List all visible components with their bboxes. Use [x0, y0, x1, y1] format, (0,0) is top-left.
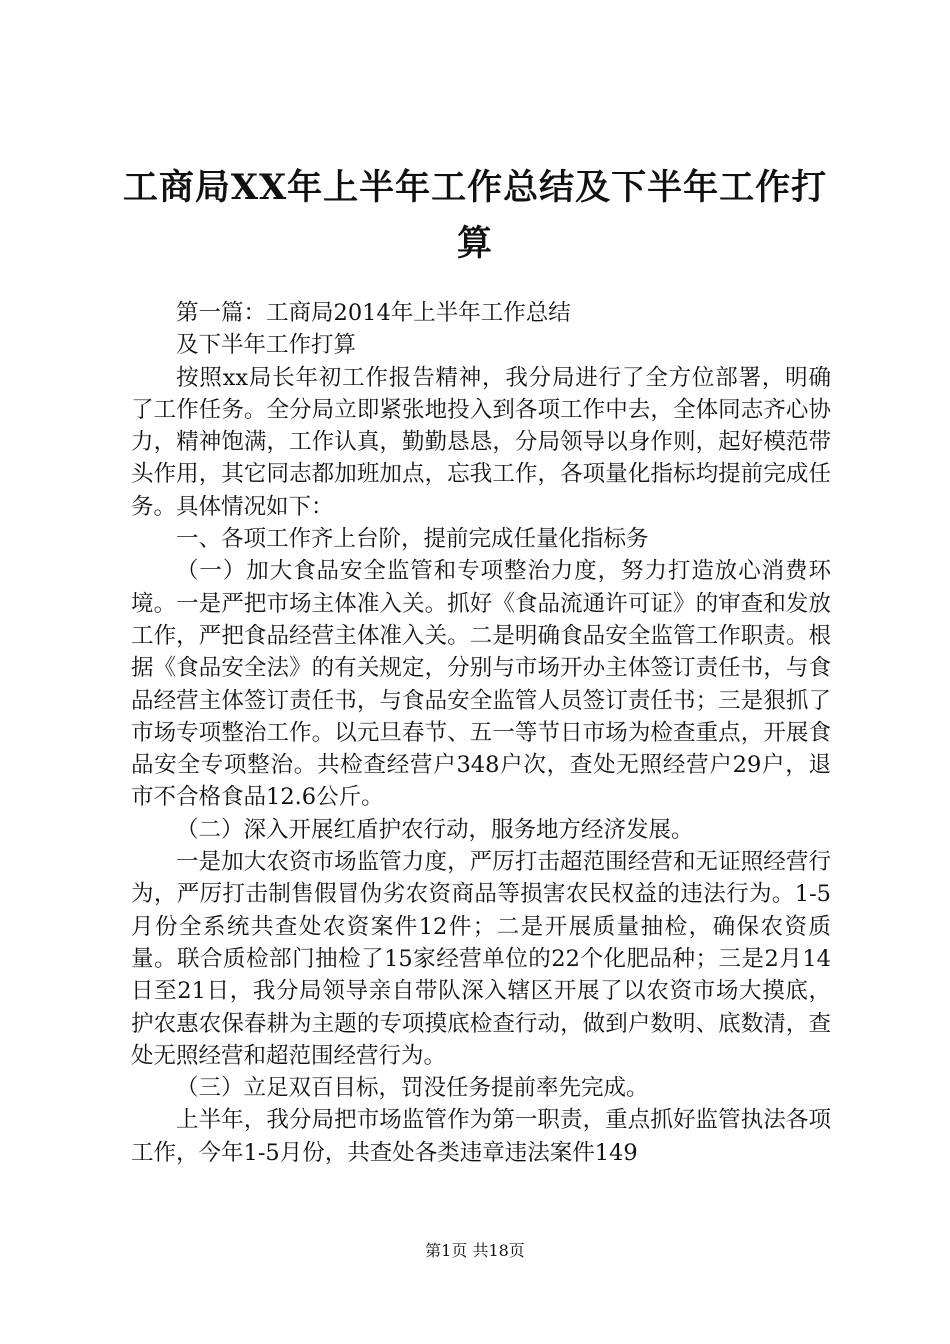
- paragraph-first-half: 上半年，我分局把市场监管作为第一职责，重点抓好监管执法各项工作，今年1-5月份，共查处各类违章违法案件149: [131, 1107, 831, 1166]
- paragraph-agriculture: 一是加大农资市场监管力度，严厉打击超范围经营和无证照经营行为，严厉打击制售假冒伪劣农资商品等损害农民权益的违法行为。1-5月份全系统共查处农资案件12件；二是开展质量抽检，确保农资质量。联合质检部门抽检了15家经营单位的22个化肥品种；三是2月14日至21日，我分局领导亲自带队深入辖区开展了以农资市场大摸底，护农惠农保春耕为主题的专项摸底检查行动，做到户数明、底数清，查处无照经营和超范围经营行为。: [131, 849, 831, 1069]
- paragraph-intro: 按照xx局长年初工作报告精神，我分局进行了全方位部署，明确了工作任务。全分局立即紧张地投入到各项工作中去，全体同志齐心协力，精神饱满，工作认真，勤勤恳恳，分局领导以身作则，起好模范带头作用，其它同志都加班加点，忘我工作，各项量化指标均提前完成任务。具体情况如下：: [131, 364, 831, 520]
- subsection-heading-3: （三）立足双百目标，罚没任务提前率先完成。: [176, 1075, 649, 1102]
- subsection-heading-2: （二）深入开展红盾护农行动，服务地方经济发展。: [176, 816, 694, 843]
- section-heading-1: 一、各项工作齐上台阶，提前完成任量化指标务: [176, 526, 649, 553]
- document-body: [131, 297, 831, 1169]
- paragraph-food-safety: （一）加大食品安全监管和专项整治力度，努力打造放心消费环境。一是严把市场主体准入关。抓好《食品流通许可证》的审查和发放工作，严把食品经营主体准入关。二是明确食品安全监管工作职责。根据《食品安全法》的有关规定，分别与市场开办主体签订责任书，与食品经营主体签订责任书，与食品安全监管人员签订责任书；三是狠抓了市场专项整治工作。以元旦春节、五一等节日市场为检查重点，开展食品安全专项整治。共检查经营户348户次，查处无照经营户29户，退市不合格食品12.6公斤。: [131, 558, 831, 811]
- paragraph-subtitle-1: 第一篇：工商局2014年上半年工作总结: [176, 300, 571, 326]
- page-number-footer: 第1页 共18页: [425, 1241, 525, 1260]
- document-title: 工商局XX年上半年工作总结及下半年工作打算: [122, 167, 828, 264]
- paragraph-subtitle-2: 及下半年工作打算: [176, 332, 357, 359]
